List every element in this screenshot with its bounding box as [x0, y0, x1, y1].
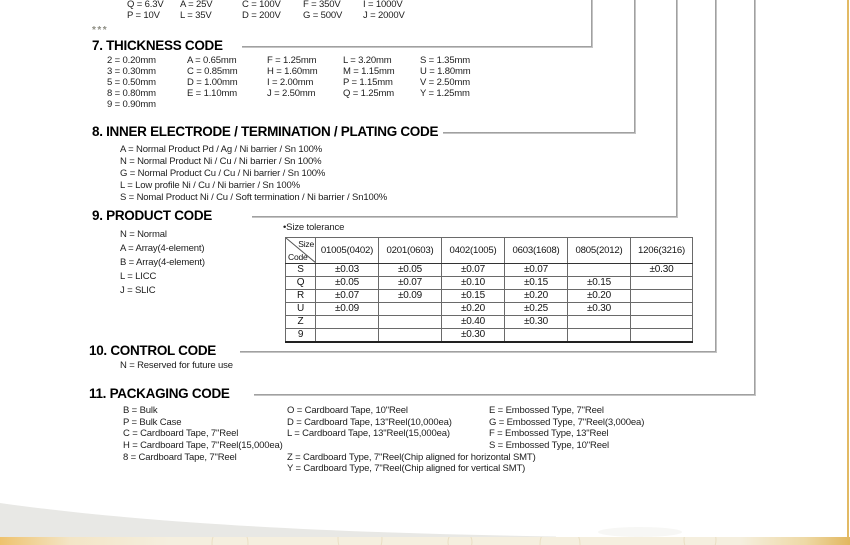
- table-cell: ±0.20: [505, 290, 568, 303]
- thickness-entry: V = 2.50mm: [420, 77, 470, 88]
- section-8-title: 8. INNER ELECTRODE / TERMINATION / PLATING CODE: [92, 124, 439, 139]
- packaging-entry: O = Cardboard Tape, 10"Reel: [287, 405, 408, 416]
- table-cell: ±0.07: [316, 290, 379, 303]
- table-cell: ±0.05: [379, 264, 442, 277]
- table-header-cell: 01005(0402): [316, 238, 379, 264]
- table-cell: [379, 329, 442, 343]
- electrode-code-entry: L = Low profile Ni / Cu / Ni barrier / Sn 100%: [120, 180, 300, 191]
- size-tolerance-label: •Size tolerance: [283, 222, 345, 233]
- table-cell: [631, 290, 693, 303]
- packaging-entry: B = Bulk: [123, 405, 158, 416]
- packaging-entry: G = Embossed Type, 7"Reel(3,000ea): [489, 416, 645, 428]
- product-code-entry: N = Normal: [120, 229, 167, 240]
- electrode-code-entry: A = Normal Product Pd / Ag / Ni barrier / Sn 100%: [120, 144, 323, 155]
- thickness-entry: I = 2.00mm: [267, 77, 314, 88]
- thickness-entry: L = 3.20mm: [343, 55, 392, 66]
- thickness-entry: U = 1.80mm: [420, 66, 471, 77]
- row-code-cell: U: [286, 303, 316, 316]
- thickness-entry: M = 1.15mm: [343, 66, 395, 77]
- section-11-leader-line: [254, 394, 756, 396]
- packaging-entry: P = Bulk Case: [123, 416, 182, 428]
- table-cell: ±0.15: [505, 277, 568, 290]
- product-code-entry: A = Array(4-element): [120, 243, 205, 254]
- table-cell: [379, 303, 442, 316]
- table-corner-cell: [286, 238, 316, 264]
- packaging-entry: S = Embossed Type, 10"Reel: [489, 440, 609, 452]
- corner-label-code: Code: [288, 252, 308, 262]
- packaging-column-1: [123, 405, 283, 463]
- table-cell: ±0.09: [379, 290, 442, 303]
- table-row: [286, 264, 693, 277]
- table-row: [286, 303, 693, 316]
- band-circle-pattern: [0, 537, 850, 545]
- electrode-code-entry: G = Normal Product Cu / Cu / Ni barrier / Sn 100%: [120, 168, 326, 179]
- voltage-code-entry: Q = 6.3V: [127, 0, 164, 10]
- section-8-connector-line: [634, 0, 636, 133]
- voltage-code-entry: A = 25V: [180, 0, 213, 10]
- table-cell: ±0.07: [442, 264, 505, 277]
- voltage-code-entry: C = 100V: [242, 0, 281, 10]
- table-cell: [568, 316, 631, 329]
- thickness-entry: F = 1.25mm: [267, 55, 317, 66]
- table-cell: ±0.25: [505, 303, 568, 316]
- voltage-code-entry: F = 350V: [303, 0, 341, 10]
- row-code-cell: Z: [286, 316, 316, 329]
- thickness-entry: S = 1.35mm: [420, 55, 470, 66]
- corner-label-size: Size: [298, 239, 314, 249]
- footer-gold-band: [0, 537, 850, 545]
- table-cell: ±0.07: [505, 264, 568, 277]
- thickness-entry: 5 = 0.50mm: [107, 77, 156, 88]
- packaging-entry: C = Cardboard Tape, 7"Reel: [123, 428, 239, 440]
- thickness-entry: A = 0.65mm: [187, 55, 237, 66]
- thickness-entry: 2 = 0.20mm: [107, 55, 156, 66]
- table-cell: ±0.15: [568, 277, 631, 290]
- packaging-entry: Y = Cardboard Type, 7"Reel(Chip aligned for vertical SMT): [287, 463, 526, 475]
- table-cell: ±0.03: [316, 264, 379, 277]
- table-row: [286, 316, 693, 329]
- thickness-entry: 8 = 0.80mm: [107, 88, 156, 99]
- table-cell: [631, 329, 693, 343]
- table-cell: [568, 329, 631, 343]
- table-row: [286, 329, 693, 343]
- packaging-entry: Z = Cardboard Type, 7"Reel(Chip aligned for horizontal SMT): [287, 451, 536, 463]
- section-9-leader-line: [252, 216, 678, 218]
- thickness-entry: H = 1.60mm: [267, 66, 318, 77]
- product-code-entry: B = Array(4-element): [120, 257, 205, 268]
- control-code-entry: N = Reserved for future use: [120, 360, 233, 371]
- product-code-entry: J = SLIC: [120, 285, 156, 296]
- product-code-entry: L = LICC: [120, 271, 157, 282]
- packaging-entry: F = Embossed Type, 13"Reel: [489, 428, 609, 440]
- thickness-entry: D = 1.00mm: [187, 77, 238, 88]
- section-11-title: 11. PACKAGING CODE: [89, 386, 230, 401]
- table-cell: [631, 316, 693, 329]
- voltage-code-entry: P = 10V: [127, 10, 160, 21]
- voltage-code-entry: L = 35V: [180, 10, 212, 21]
- page-right-gold-border: [847, 0, 849, 538]
- table-cell: ±0.05: [316, 277, 379, 290]
- table-cell: ±0.30: [568, 303, 631, 316]
- section-9-connector-line: [676, 0, 678, 217]
- packaging-column-3: [489, 405, 644, 452]
- table-cell: ±0.30: [505, 316, 568, 329]
- table-cell: [631, 303, 693, 316]
- table-header-cell: 0201(0603): [379, 238, 442, 264]
- thickness-entry: J = 2.50mm: [267, 88, 316, 99]
- section-10-connector-line: [715, 0, 717, 352]
- table-cell: ±0.30: [442, 329, 505, 343]
- packaging-entry: D = Cardboard Tape, 13"Reel(10,000ea): [287, 416, 452, 428]
- thickness-entry: C = 0.85mm: [187, 66, 238, 77]
- thickness-entry: 9 = 0.90mm: [107, 99, 156, 110]
- size-tolerance-table: [285, 237, 693, 343]
- section-8-leader-line: [443, 132, 636, 134]
- table-cell: ±0.40: [442, 316, 505, 329]
- row-code-cell: S: [286, 264, 316, 277]
- section-11-connector-line: [754, 0, 756, 395]
- voltage-code-entry: D = 200V: [242, 10, 281, 21]
- table-cell: ±0.20: [568, 290, 631, 303]
- section-7-title: 7. THICKNESS CODE: [92, 38, 223, 53]
- table-header-cell: 1206(3216): [631, 238, 693, 264]
- packaging-entry: L = Cardboard Tape, 13"Reel(15,000ea): [287, 428, 450, 440]
- row-code-cell: R: [286, 290, 316, 303]
- table-header-cell: 0402(1005): [442, 238, 505, 264]
- table-cell: [505, 329, 568, 343]
- table-cell: ±0.09: [316, 303, 379, 316]
- table-cell: ±0.10: [442, 277, 505, 290]
- voltage-code-entry: J = 2000V: [363, 10, 405, 21]
- thickness-entry: P = 1.15mm: [343, 77, 393, 88]
- table-cell: [316, 329, 379, 343]
- voltage-code-entry: G = 500V: [303, 10, 343, 21]
- table-header-cell: 0603(1608): [505, 238, 568, 264]
- table-header-cell: 0805(2012): [568, 238, 631, 264]
- table-cell: ±0.15: [442, 290, 505, 303]
- voltage-code-entry: I = 1000V: [363, 0, 403, 10]
- table-cell: ±0.20: [442, 303, 505, 316]
- packaging-entry: 8 = Cardboard Tape, 7"Reel: [123, 451, 237, 463]
- section-10-leader-line: [240, 351, 717, 353]
- table-cell: [316, 316, 379, 329]
- table-cell: [568, 264, 631, 277]
- packaging-entry: E = Embossed Type, 7"Reel: [489, 405, 604, 416]
- table-cell: [631, 277, 693, 290]
- table-row: [286, 277, 693, 290]
- section-7-leader-line: [242, 46, 593, 48]
- gray-swoosh-decoration: [0, 498, 700, 538]
- electrode-code-list: [120, 144, 387, 204]
- electrode-code-entry: N = Normal Product Ni / Cu / Ni barrier / Sn 100%: [120, 156, 322, 167]
- table-cell: [379, 316, 442, 329]
- thickness-entry: 3 = 0.30mm: [107, 66, 156, 77]
- thickness-entry: Y = 1.25mm: [420, 88, 470, 99]
- packaging-entry: H = Cardboard Tape, 7"Reel(15,000ea): [123, 440, 283, 452]
- section-10-title: 10. CONTROL CODE: [89, 343, 216, 358]
- row-code-cell: 9: [286, 329, 316, 343]
- table-cell: ±0.30: [631, 264, 693, 277]
- section-7-connector-line: [591, 0, 593, 47]
- table-row: [286, 290, 693, 303]
- electrode-code-entry: S = Nomal Product Ni / Cu / Soft termination / Ni barrier / Sn100%: [120, 192, 388, 203]
- thickness-entry: Q = 1.25mm: [343, 88, 395, 99]
- thickness-entry: E = 1.10mm: [187, 88, 237, 99]
- row-code-cell: Q: [286, 277, 316, 290]
- table-cell: ±0.07: [379, 277, 442, 290]
- section-9-title: 9. PRODUCT CODE: [92, 208, 213, 223]
- product-code-list: [120, 228, 205, 298]
- footnote-stars: ***: [92, 25, 109, 36]
